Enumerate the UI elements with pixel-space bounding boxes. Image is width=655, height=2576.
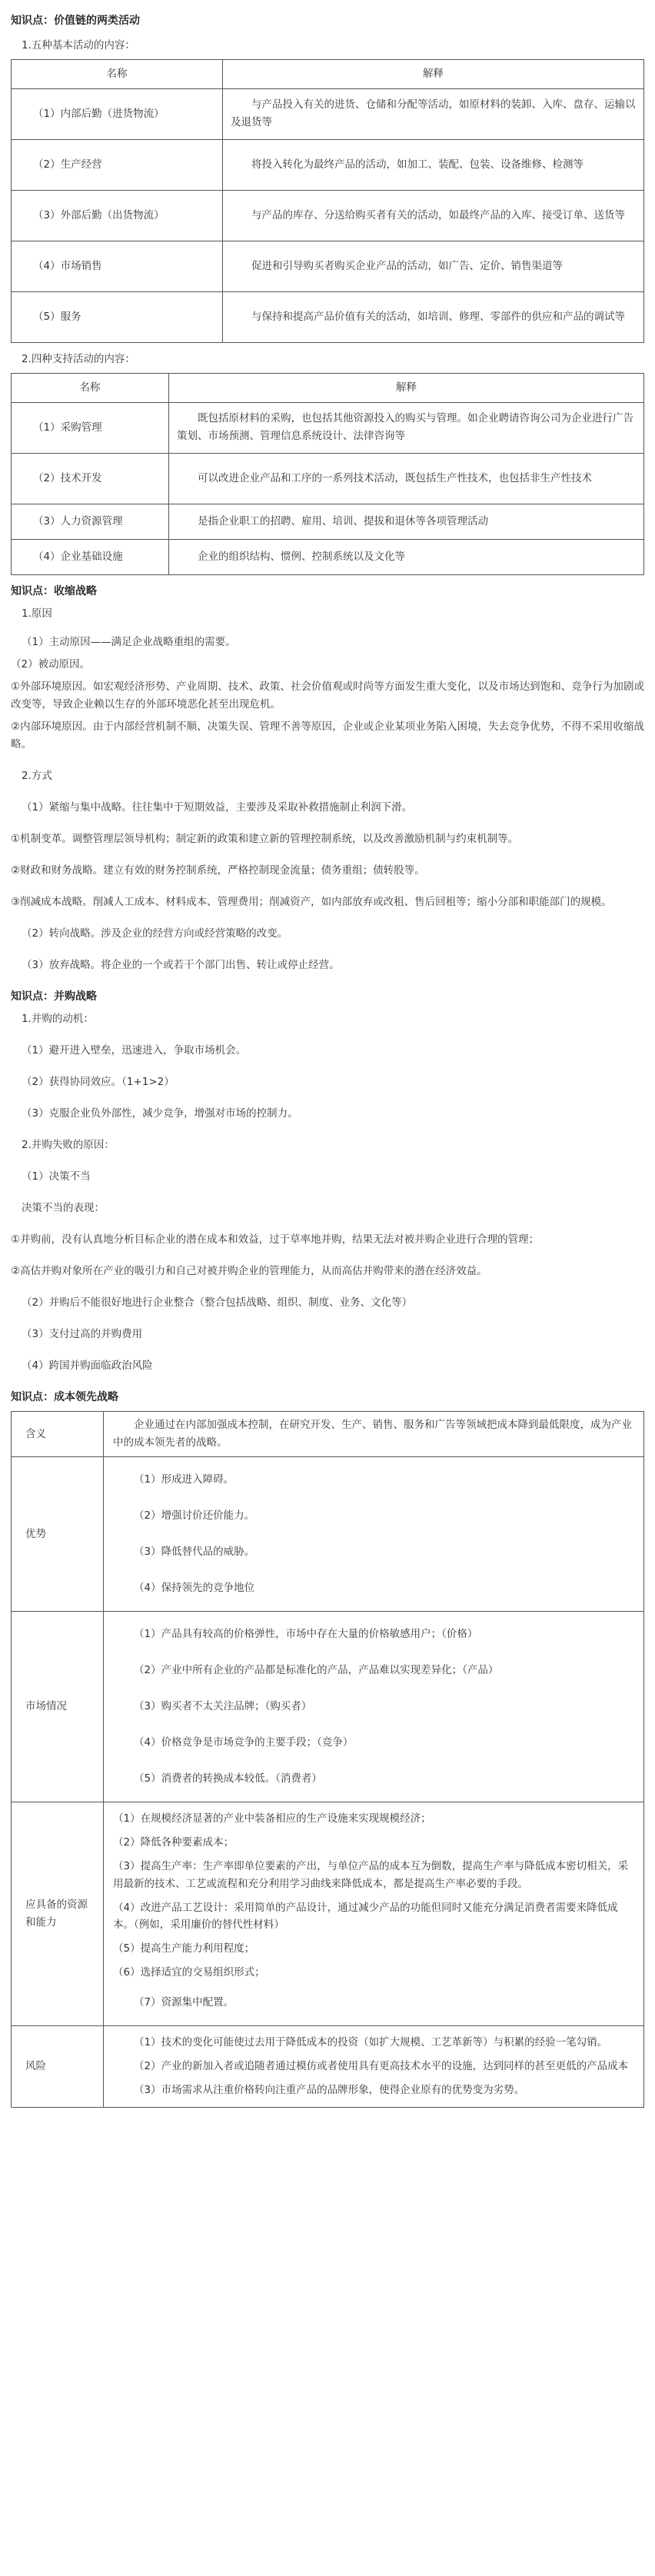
header-explanation: 解释	[223, 59, 644, 88]
paragraph: （2）获得协同效应。（1+1>2）	[22, 1076, 175, 1089]
list-item: （2）产业中所有企业的产品都是标准化的产品，产品难以实现差异化；（产品）	[134, 1664, 499, 1676]
list-item: （6）选择适宜的交易组织形式；	[113, 1966, 265, 1979]
table-row-market	[12, 1612, 644, 1802]
list-item: （5）提高生产能力利用程度；	[113, 1942, 255, 1955]
table-row	[12, 291, 644, 342]
subheading-support-activities: 2.四种支持活动的内容：	[22, 352, 135, 365]
paragraph: （3）放弃战略。将企业的一个或若干个部门出售、转让或停止经营。	[22, 958, 340, 971]
table-row	[12, 504, 644, 539]
list-item: （2）产业的新加入者或追随者通过模仿或者使用具有更高技术水平的设施，达到同样的甚至更低的产品成本	[134, 2060, 629, 2073]
activity-name: （1）采购管理	[12, 402, 169, 453]
row-label: 优势	[12, 1457, 104, 1612]
header-name: 名称	[12, 373, 169, 402]
list-item: （3）购买者不太关注品牌；（购买者）	[134, 1699, 312, 1712]
table-row	[12, 88, 644, 139]
paragraph: （1）决策不当	[22, 1170, 91, 1183]
activity-desc: 企业的组织结构、惯例、控制系统以及文化等	[169, 539, 644, 574]
section-title: 知识点：成本领先战略	[11, 1390, 118, 1403]
paragraph: 2.方式	[22, 770, 52, 783]
list-item: （3）提高生产率：生产率即单位要素的产出，与单位产品的成本互为倒数，提高生产率与降低成本密切相关，采用最新的技术、工艺或流程和充分利用学习曲线来降低成本，都是提高生产率必要的手段。	[113, 1859, 629, 1890]
paragraph: （1）主动原因——满足企业战略重组的需要。	[22, 636, 236, 649]
activity-desc: 可以改进企业产品和工序的一系列技术活动，既包括生产性技术，也包括非生产性技术	[169, 453, 644, 504]
list-item: （1）技术的变化可能使过去用于降低成本的投资（如扩大规模、工艺革新等）与积累的经验一笔勾销。	[134, 2036, 608, 2049]
table-row	[12, 539, 644, 574]
activity-name: （3）外部后勤（出货物流）	[12, 190, 223, 241]
list-item: （7）资源集中配置。	[134, 1996, 234, 2009]
activity-desc: 与产品投入有关的进货、仓储和分配等活动，如原材料的装卸、入库、盘存、运输以及退货等	[223, 88, 644, 139]
basic-activities-table	[11, 59, 644, 343]
paragraph: ②财政和财务战略。建立有效的财务控制系统，严格控制现金流量；债务重组；债转股等。	[11, 864, 425, 877]
activity-name: （4）企业基础设施	[12, 539, 169, 574]
list-item: （5）消费者的转换成本较低。（消费者）	[134, 1772, 322, 1785]
table-row-risk	[12, 2026, 644, 2108]
section-title: 知识点：收缩战略	[11, 584, 97, 597]
activity-desc: 是指企业职工的招聘、雇用、培训、提拔和退休等各项管理活动	[169, 504, 644, 539]
section-value-chain	[11, 12, 644, 575]
subheading-basic-activities: 1.五种基本活动的内容：	[22, 38, 135, 52]
table-row	[12, 402, 644, 453]
paragraph: 1.并购的动机：	[22, 1013, 94, 1026]
table-header-row	[12, 373, 644, 402]
list-item: （2）降低各种要素成本；	[113, 1835, 234, 1849]
section-retrenchment	[11, 583, 644, 974]
table-row	[12, 190, 644, 241]
paragraph: ①外部环境原因。如宏观经济形势、产业周期、技术、政策、社会价值观或时尚等方面发生重大变化，以及市场达到饱和、竞争行为加剧或改变等，导致企业赖以生存的外部环境恶化甚至出现危机。	[11, 681, 644, 711]
paragraph: ①机制变革。调整管理层领导机构；制定新的政策和建立新的管理控制系统，以及改善激励机制与约束机制等。	[11, 832, 519, 845]
paragraph: 1.原因	[22, 607, 52, 621]
activity-desc: 既包括原材料的采购，也包括其他资源投入的购买与管理。如企业聘请咨询公司为企业进行广告策划、市场预测、管理信息系统设计、法律咨询等	[169, 402, 644, 453]
activity-name: （1）内部后勤（进货物流）	[12, 88, 223, 139]
list-item: （4）改进产品工艺设计：采用简单的产品设计，通过减少产品的功能但同时又能充分满足消费者需要来降低成本。（例如，采用廉价的替代性材料）	[113, 1901, 618, 1932]
paragraph: （1）紧缩与集中战略。往往集中于短期效益，主要涉及采取补救措施制止利润下滑。	[22, 800, 413, 814]
row-list	[104, 1457, 644, 1612]
activity-desc: 与产品的库存、分送给购买者有关的活动，如最终产品的入库、接受订单、送货等	[223, 190, 644, 241]
table-header-row	[12, 59, 644, 88]
paragraph: （1）避开进入壁垒，迅速进入，争取市场机会。	[22, 1044, 247, 1057]
cost-leadership-table	[11, 1411, 644, 2108]
paragraph: （2）转向战略。涉及企业的经营方向或经营策略的改变。	[22, 927, 288, 940]
row-list	[104, 1802, 644, 2025]
row-list	[104, 1612, 644, 1802]
paragraph: ③削减成本战略。削减人工成本、材料成本、管理费用；削减资产，如内部放弃或改租、售后回租等；缩小分部和职能部门的规模。	[11, 895, 612, 908]
table-row	[12, 241, 644, 291]
section-title: 知识点：价值链的两类活动	[11, 15, 140, 27]
table-row	[12, 139, 644, 190]
activity-name: （4）市场销售	[12, 241, 223, 291]
paragraph: （4）跨国并购面临政治风险	[22, 1359, 153, 1372]
paragraph: （2）被动原因。	[11, 658, 91, 671]
paragraph: 决策不当的表现：	[22, 1202, 105, 1215]
paragraph: （3）支付过高的并购费用	[22, 1327, 143, 1340]
activity-name: （5）服务	[12, 291, 223, 342]
paragraph: （3）克服企业负外部性，减少竞争，增强对市场的控制力。	[22, 1107, 298, 1120]
paragraph: （2）并购后不能很好地进行企业整合（整合包括战略、组织、制度、业务、文化等）	[22, 1296, 413, 1309]
list-item: （4）保持领先的竞争地位	[134, 1582, 255, 1595]
row-label: 风险	[12, 2026, 104, 2108]
paragraph: ②内部环境原因。由于内部经营机制不顺、决策失误、管理不善等原因，企业或企业某项业务陷入困境，失去竞争优势，不得不采用收缩战略。	[11, 721, 644, 751]
header-name: 名称	[12, 59, 223, 88]
list-item: （1）产品具有较高的价格弹性，市场中存在大量的价格敏感用户；（价格）	[134, 1628, 478, 1641]
support-activities-table	[11, 373, 644, 575]
paragraph: ②高估并购对象所在产业的吸引力和自己对被并购企业的管理能力，从而高估并购带来的潜在经济效益。	[11, 1264, 487, 1277]
paragraph: 2.并购失败的原因：	[22, 1139, 115, 1152]
activity-desc: 与保持和提高产品价值有关的活动，如培训、修理、零部件的供应和产品的调试等	[223, 291, 644, 342]
row-text: 企业通过在内部加强成本控制，在研究开发、生产、销售、服务和广告等领域把成本降到最低限度，成为产业中的成本领先者的战略。	[104, 1412, 644, 1457]
row-label: 应具备的资源和能力	[12, 1802, 104, 2025]
list-item: （4）价格竞争是市场竞争的主要手段；（竞争）	[134, 1736, 354, 1749]
activity-desc: 将投入转化为最终产品的活动，如加工、装配、包装、设备维修、检测等	[223, 139, 644, 190]
row-list	[104, 2026, 644, 2108]
header-explanation: 解释	[169, 373, 644, 402]
activity-desc: 促进和引导购买者购买企业产品的活动，如广告、定价、销售渠道等	[223, 241, 644, 291]
section-title: 知识点：并购战略	[11, 990, 97, 1003]
table-row-resources	[12, 1802, 644, 2025]
list-item: （3）降低替代品的威胁。	[134, 1546, 255, 1559]
list-item: （1）在规模经济显著的产业中装备相应的生产设施来实现规模经济；	[113, 1812, 431, 1825]
section-cost-leadership	[11, 1389, 644, 2108]
section-merger	[11, 988, 644, 1375]
activity-name: （2）技术开发	[12, 453, 169, 504]
table-row-advantage	[12, 1457, 644, 1612]
list-item: （2）增强讨价还价能力。	[134, 1509, 255, 1523]
list-item: （1）形成进入障碍。	[134, 1473, 234, 1486]
list-item: （3）市场需求从注重价格转向注重产品的品牌形象，使得企业原有的优势变为劣势。	[134, 2084, 525, 2097]
table-row	[12, 453, 644, 504]
table-row-meaning	[12, 1412, 644, 1457]
activity-name: （2）生产经营	[12, 139, 223, 190]
row-label: 市场情况	[12, 1612, 104, 1802]
paragraph: ①并购前，没有认真地分析目标企业的潜在成本和效益，过于草率地并购，结果无法对被并购企业进行合理的管理；	[11, 1233, 540, 1246]
row-label: 含义	[12, 1412, 104, 1457]
activity-name: （3）人力资源管理	[12, 504, 169, 539]
